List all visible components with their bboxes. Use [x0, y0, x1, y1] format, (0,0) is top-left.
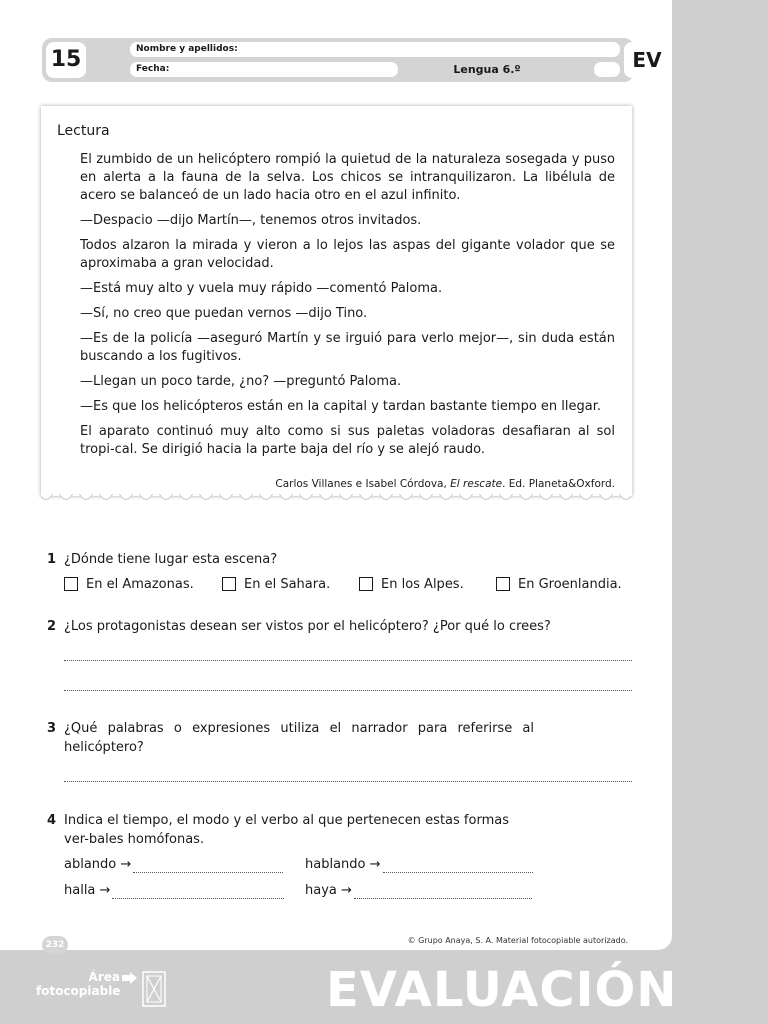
- reading-title: Lectura: [57, 123, 110, 139]
- area-fotocopiable-label: [36, 970, 120, 998]
- source-authors: Carlos Villanes e Isabel Córdova,: [275, 478, 451, 490]
- torn-edge-decoration: [41, 494, 632, 504]
- answer-line[interactable]: [112, 888, 284, 899]
- name-field[interactable]: Nombre y apellidos:: [130, 42, 620, 57]
- option-alpes[interactable]: [359, 576, 464, 593]
- answer-line[interactable]: [133, 862, 283, 873]
- word-item: [64, 882, 284, 899]
- word-item: [305, 856, 533, 873]
- word-label: ablando →: [64, 857, 132, 872]
- option-label: En el Amazonas.: [86, 577, 194, 592]
- worksheet-header: [42, 38, 662, 82]
- copyright-note: © Grupo Anaya, S. A. Material fotocopiable autorizado.: [407, 936, 628, 945]
- reading-paragraph: —Sí, no creo que puedan vernos —dijo Tino.: [80, 306, 368, 321]
- source-publisher: . Ed. Planeta&Oxford.: [502, 478, 615, 490]
- answer-line[interactable]: [64, 781, 632, 782]
- option-label: En Groenlandia.: [518, 577, 622, 592]
- reading-box: [41, 106, 632, 496]
- subject-label: Lengua 6.º: [453, 63, 521, 76]
- question-number: 2: [47, 619, 57, 634]
- option-label: En los Alpes.: [381, 577, 464, 592]
- reading-paragraph: —Es de la policía —aseguró Martín y se irguió para verlo mejor—, sin duda están buscando a los fugitivos.: [80, 331, 615, 364]
- reading-paragraph: El aparato continuó muy alto como si sus paletas voladoras desafiaran al sol tropi-cal. Se dirigió hacia la parte baja del río y se alejó raudo.: [80, 424, 615, 457]
- answer-line[interactable]: [354, 888, 532, 899]
- page-number: 232: [42, 936, 68, 954]
- option-groenlandia[interactable]: [496, 576, 622, 593]
- reading-paragraph: —Está muy alto y vuela muy rápido —comentó Paloma.: [80, 281, 443, 296]
- date-field[interactable]: Fecha:: [130, 62, 398, 77]
- question-number: 1: [47, 552, 57, 567]
- photocopy-icon: [142, 971, 166, 1007]
- reading-paragraph: Todos alzaron la mirada y vieron a lo lejos las aspas del gigante volador que se aproximaba a gran velocidad.: [80, 238, 615, 271]
- question-number: 4: [47, 813, 57, 828]
- checkbox[interactable]: [359, 577, 373, 591]
- area-label-line: fotocopiable: [36, 984, 121, 998]
- question-number: 3: [47, 721, 57, 736]
- option-label: En el Sahara.: [244, 577, 331, 592]
- word-label: haya →: [305, 883, 352, 898]
- question-text: Indica el tiempo, el modo y el verbo al que pertenecen estas formas ver-bales homófonas.: [64, 813, 509, 847]
- reading-paragraph: —Llegan un poco tarde, ¿no? —preguntó Paloma.: [80, 374, 402, 389]
- question-text: ¿Dónde tiene lugar esta escena?: [64, 552, 278, 567]
- question-text: ¿Qué palabras o expresiones utiliza el narrador para referirse al helicóptero?: [64, 721, 534, 755]
- word-item: [305, 882, 532, 899]
- grade-field[interactable]: [594, 62, 620, 77]
- area-label-line: Área: [88, 970, 120, 984]
- option-amazonas[interactable]: [64, 576, 194, 593]
- answer-line[interactable]: [64, 660, 632, 661]
- word-item: [64, 856, 283, 873]
- reading-text: [80, 151, 615, 466]
- arrow-right-icon: [122, 972, 138, 984]
- reading-paragraph: —Despacio —dijo Martín—, tenemos otros invitados.: [80, 213, 422, 228]
- word-label: hablando →: [305, 857, 381, 872]
- checkbox[interactable]: [222, 577, 236, 591]
- evaluation-badge: EV: [624, 42, 670, 78]
- checkbox[interactable]: [64, 577, 78, 591]
- answer-line[interactable]: [64, 690, 632, 691]
- answer-line[interactable]: [383, 862, 533, 873]
- option-sahara[interactable]: [222, 576, 330, 593]
- source-title: El rescate: [450, 478, 503, 490]
- word-label: halla →: [64, 883, 111, 898]
- question-text: ¿Los protagonistas desean ser vistos por el helicóptero? ¿Por qué lo crees?: [64, 619, 551, 634]
- unit-number: 15: [46, 42, 86, 78]
- checkbox[interactable]: [496, 577, 510, 591]
- reading-paragraph: —Es que los helicópteros están en la capital y tardan bastante tiempo en llegar.: [80, 399, 602, 414]
- reading-paragraph: El zumbido de un helicóptero rompió la quietud de la naturaleza sosegada y puso en alerta a la fauna de la selva. Los chicos se intranquilizaron. La libélula de acero se balanceó de un lado hacia otro en el azul infinito.: [80, 152, 615, 203]
- section-title: EVALUACIÓN: [326, 962, 678, 1018]
- reading-source: [275, 477, 615, 491]
